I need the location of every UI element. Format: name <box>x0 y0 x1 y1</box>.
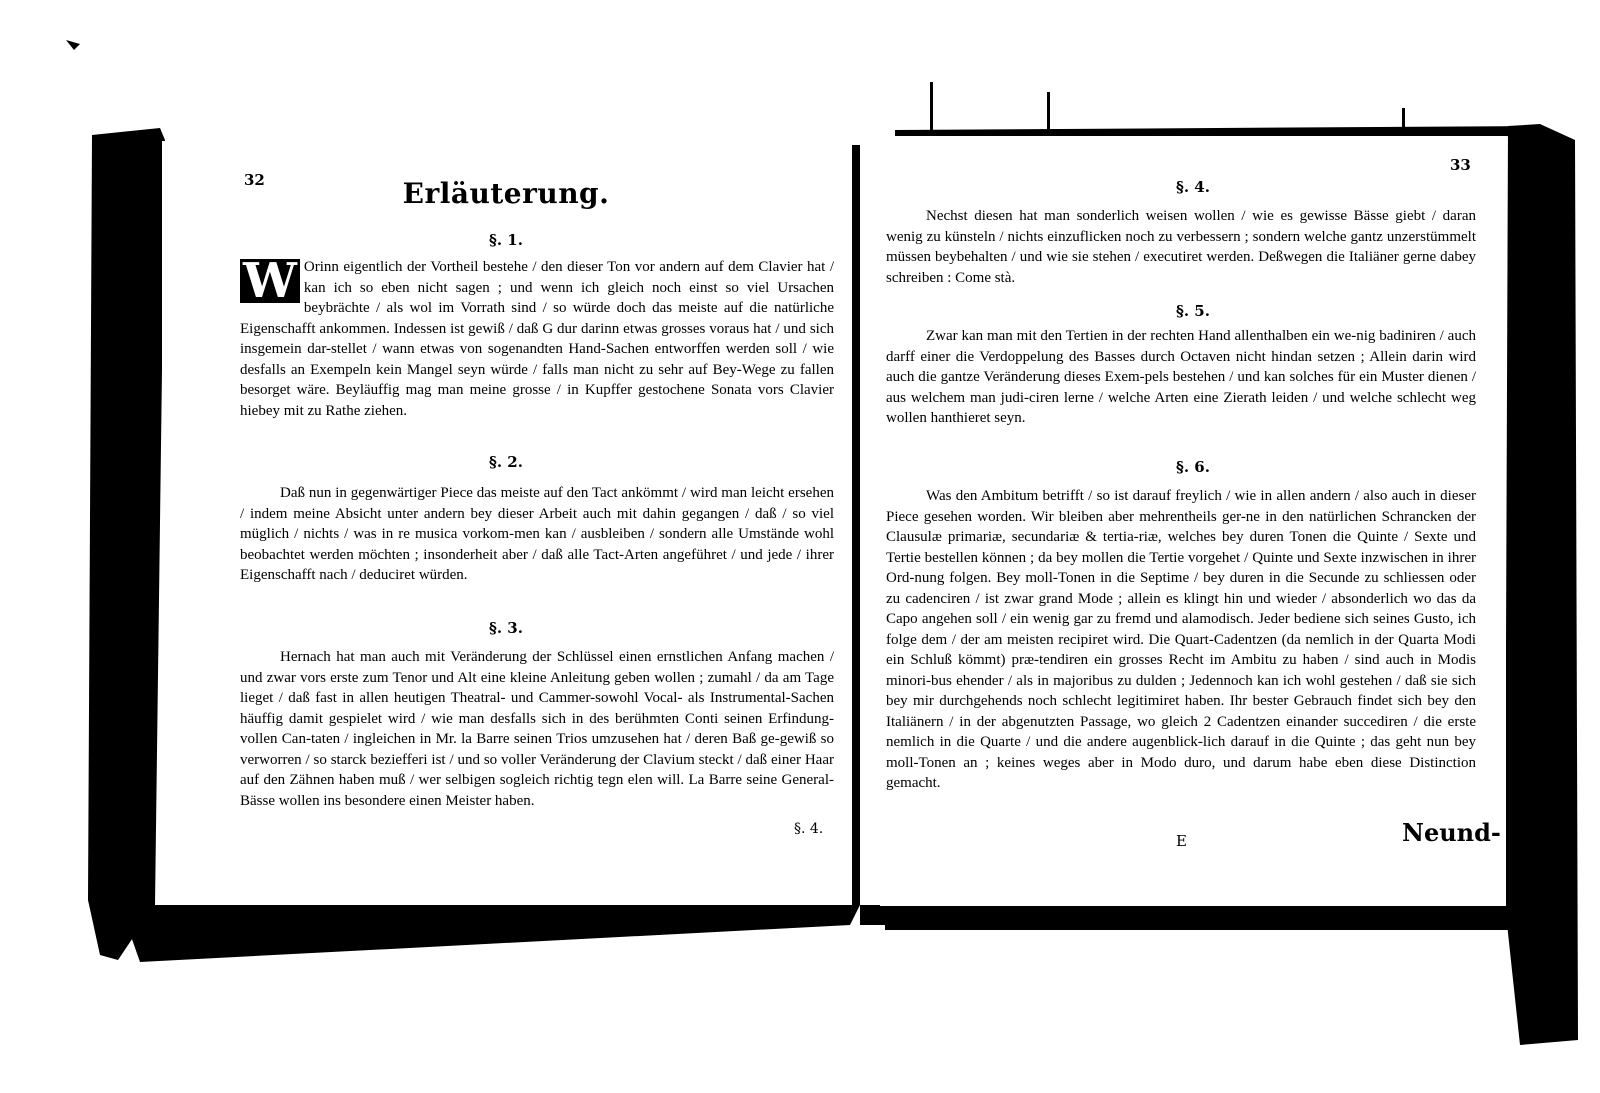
section-label: §. 3. <box>489 619 523 637</box>
right-page <box>880 136 1506 906</box>
section-label: §. 2. <box>489 453 523 471</box>
paragraph-section-2: Daß nun in gegenwärtiger Piece das meiste auf den Tact ankömmt / wird man leicht ersehen / indem meine Absicht unter andern bey dieser Arbeit auch mit dahin gegangen / daß / so viel müglich / nichts / was in re musica vorkom-men kan / ausbleiben / sondern alle Umstände wohl beobachtet werden möchten ; insonderheit aber / daß alle Tact-Arten angeführet / und jede / ihrer Eigenschafft nach / deduciret würden. <box>240 485 834 583</box>
section-label: §. 4. <box>1176 178 1210 196</box>
paragraph-section-5: Zwar kan man mit den Tertien in der rechten Hand allenthalben ein we-nig badiniren / auch darff einer die Verdoppelung des Basses durch Octaven nicht hindan setzen ; Allein darin wird auch die gantze Veränderung dieses Exem-pels bestehen / und kan solches für ein Muster dienen / aus welchem man judi-ciren lerne / welche Arten eine Zierath leiden / und welche schlecht weg wollen hanthieret seyn. <box>886 328 1476 426</box>
catchword: Neund- <box>1402 818 1501 847</box>
page-number: 33 <box>1450 156 1471 174</box>
page-number: 32 <box>244 171 265 189</box>
catchword: §. 4. <box>794 821 824 837</box>
drop-cap: W <box>240 259 300 303</box>
paragraph-section-4: Nechst diesen hat man sonderlich weisen wollen / wie es gewisse Bässe giebt / daran wenig zu künsteln / nichts einzuflicken noch zu verbessern ; sondern welche gantz unzerstümmelt müssen beybehalten / und wie sie stehen / executiret werden. Deßwegen die Italiäner gerne dabey schreiben : Come stà. <box>886 208 1476 286</box>
paragraph-section-3: Hernach hat man auch mit Veränderung der Schlüssel einen ernstlichen Anfang machen / und zwar vors erste zum Tenor und Alt eine kleine Anleitung geben wollen ; zumahl / da am Tage lieget / daß fast in allen heutigen Theatral- und Cammer-sowohl Vocal- als Instrumental-Sachen häuffig damit gespielet wird / wie man desfalls sich in des berühmten Conti seinen Erfindung-vollen Can-taten / ingleichen in Mr. la Barre seinen Trios umzusehen hat / deren Baß ge-gewiß so verworren / so starck beziefferi ist / und so voller Veränderung der Clavium steckt / daß einer Haar auf den Zähnen haben muß / wer selbigen sogleich richtig tegn elen will. La Barre seine General-Bässe wollen ins besondere einen Meister haben. <box>240 649 834 809</box>
paragraph-section-6: Was den Ambitum betrifft / so ist darauf freylich / wie in allen andern / also auch in dieser Piece gesehen worden. Wir bleiben aber mehrentheils ger-ne in den natürlichen Schrancken der Clausulæ primariæ, secundariæ & tertia-riæ, welches bey duren Tonen die Quinte / Sexte und Tertie bestellen können ; da bey mollen die Tertie vorgehet / Quinte und Sexte inzwischen in ihrer Ord-nung folgen. Bey moll-Tonen in die Septime / bey duren in die Secunde zu schliessen oder zu cadenciren / ist zwar grand Mode ; allein es klingt hin und wieder / absonderlich wo das da Capo angehen soll / ein wenig gar zu fremd und alamodisch. Jeder bediene sich seines Gusto, ich folge dem / der am meisten recipiret wird. Die Quart-Cadentzen (da nemlich in der Quarta Modi ein Schluß kömmt) præ-tendiren ein grosses Recht im Ambitu zu haben / sind auch in Modis minori-bus ehender / als in majoribus zu dulden ; Jedennoch kan ich wohl gestehen / daß sie sich bey mir durchgehends noch schlecht legitimiret haben. Ihr bester Gebrauch findet sich bey den Italiänern / in der abgenutzten Passage, wo gleich 2 Cadentzen einander succediren / die erste nemlich in die Quarte / und die andere augenblick-lich darauf in die Quinte ; das geht nun bey moll-Tonen an ; keines weges aber in Modo duro, und darum habe eben diese Distinction gemacht. <box>886 488 1476 791</box>
section-label: §. 1. <box>489 231 523 249</box>
signature-mark: E <box>1176 832 1187 850</box>
page-heading: Erläuterung. <box>402 177 610 210</box>
section-label: §. 6. <box>1176 458 1210 476</box>
section-label: §. 5. <box>1176 302 1210 320</box>
left-page <box>162 141 850 903</box>
paragraph-section-1: W Orinn eigentlich der Vortheil bestehe / den dieser Ton vor andern auf dem Clavier hat / kan ich so eben nicht sagen ; und wenn ich gleich noch einst so viel Ursachen beybrächte / als wol im Vorrath sind / so würde doch das meiste auf die natürliche Eigenschafft ankommen. Indessen ist gewiß / daß G dur darinn etwas grosses voraus hat / und sich insgemein dar-stellet / wann etwas von sogenandten Hand-Sachen entworffen werden soll / wie desfalls an Exempeln kein Mangel seyn würde / falls man nicht zu sehr auf Bey-Wege zu fallen besorget wäre. Beyläuffig mag man meine grosse / in Kupffer gestochene Sonata vors Clavier hiebey mit zu Rathe ziehen. <box>240 253 834 419</box>
